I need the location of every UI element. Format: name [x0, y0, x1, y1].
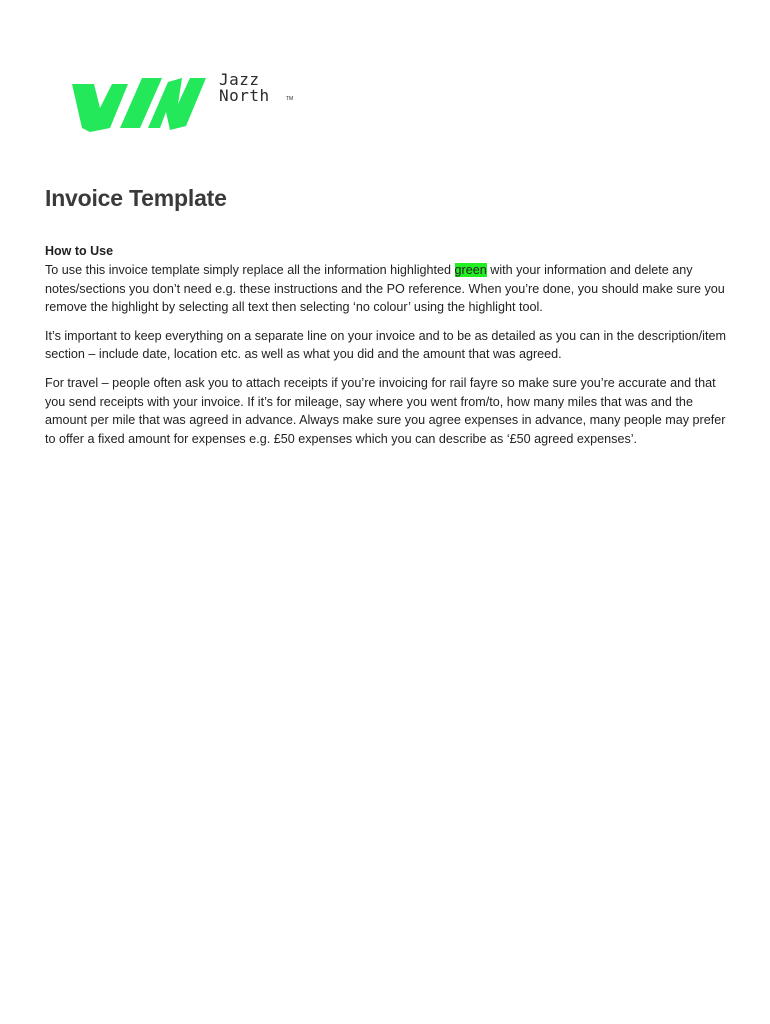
logo-trademark: TM — [286, 96, 294, 102]
document-body — [45, 183, 730, 458]
instruction-paragraph-1 — [45, 261, 730, 317]
instruction-paragraph-3: For travel – people often ask you to attach receipts if you’re invoicing for rail fayre so make sure you’re accurate and that you send receipts with your invoice. If it’s for mileage, say where you went from/to, how many miles that was and the amount per mile that was agreed in advance. Always make sure you agree expenses in advance, many people may prefer to offer a fixed amount for expenses e.g. £50 expenses which you can describe as ‘£50 agreed expenses’. — [45, 375, 726, 446]
brand-logo — [70, 72, 300, 136]
logo-wordmark-line1: Jazz — [219, 70, 260, 89]
page-title: Invoice Template — [45, 185, 227, 211]
section-heading: How to Use — [45, 244, 114, 258]
jazz-north-wave-logo-icon — [70, 72, 210, 134]
logo-wordmark — [219, 72, 270, 104]
instruction-paragraph-2: It’s important to keep everything on a separate line on your invoice and to be as detailed as you can in the description/item section – include date, location etc. as well as what you did and the amount that was agreed. — [45, 328, 726, 362]
para1-after: with your information and delete any notes/sections you don’t need e.g. these instructions and the PO reference. When you’re done, you should make sure you remove the highlight by selecting all text then selecting ‘no colour’ using the highlight tool. — [45, 263, 725, 315]
logo-wordmark-line2: North — [219, 86, 270, 105]
green-highlight: green — [454, 263, 487, 277]
para1-before: To use this invoice template simply replace all the information highlighted — [45, 263, 455, 277]
